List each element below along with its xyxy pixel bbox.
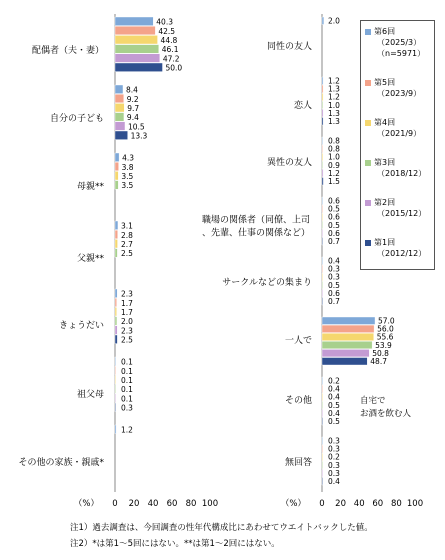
bar [322,238,323,246]
bar [322,221,323,229]
bar [322,137,323,145]
chart-annotation [360,395,411,421]
data-label: 0.9 [328,160,340,170]
data-label: 9.7 [127,104,140,113]
bar [115,357,116,366]
bar [115,366,116,375]
bar [322,77,323,85]
legend-label: 第3回 [374,158,396,167]
data-label: 0.4 [328,408,340,418]
bar [115,230,118,239]
data-label: 0.1 [121,366,133,376]
annotation-line-1: 自宅で [360,396,386,406]
category-label [267,40,312,52]
legend-label: 第2回 [374,198,396,207]
category-label [77,180,105,192]
data-label: 3.8 [121,162,134,172]
data-label: 0.5 [328,220,340,230]
bar [115,103,124,112]
legend-period: （2018/12） [377,169,427,178]
category-label-line: 無回答 [284,458,312,468]
bar [322,325,374,333]
category-label-line: 自分の子ども [49,114,104,124]
data-label: 0.8 [328,136,340,146]
data-label: 0.4 [328,256,340,266]
x-tick-label: 20 [335,499,347,509]
legend-label: 第5回 [374,78,396,87]
bar [322,178,323,186]
bar [115,162,119,171]
data-label: 0.2 [328,452,340,462]
bar [115,326,117,335]
bar [322,17,324,25]
x-unit-label: （%） [73,499,99,509]
data-label: 3.1 [121,221,133,231]
data-label: 53.9 [375,340,392,350]
legend-swatch [365,240,371,246]
legend-item [365,117,421,139]
data-label: 2.5 [121,249,133,259]
data-label: 42.5 [158,26,176,36]
bar [322,478,323,486]
bar [115,239,118,248]
bar [115,94,124,103]
data-label: 0.6 [328,288,340,298]
data-label: 8.4 [125,85,138,95]
data-label: 0.5 [328,280,340,290]
category-label-line: 配偶者（夫・妻） [31,46,104,56]
legend-period: （2023/9） [377,89,422,98]
category-label [32,44,104,56]
data-label: 9.2 [126,94,139,104]
data-label: 46.1 [161,45,179,55]
legend-period: （2012/12） [377,249,427,258]
data-label: 0.2 [328,376,340,386]
data-label: 2.5 [121,335,133,345]
data-label: 0.6 [328,212,340,222]
data-label: 2.0 [328,16,340,26]
category-label-line: その他の家族・親戚* [18,458,104,468]
x-tick-label: 40 [353,499,365,509]
bar [322,298,323,306]
footnote-2: 注2）*は第1～5回にはない。**は第1～2回にはない。 [70,539,280,549]
category-label [77,388,104,400]
data-label: 0.3 [121,403,133,413]
bar [115,85,123,94]
bar [322,333,374,341]
data-label: 1.3 [328,108,340,118]
bar [322,341,372,349]
data-label: 50.8 [372,348,389,358]
bar [322,317,375,325]
data-label: 0.4 [328,392,340,402]
data-label: 0.7 [328,237,340,246]
data-label: 1.2 [328,76,340,86]
bar [115,153,119,162]
bar [322,101,323,109]
data-label: 2.3 [121,289,133,299]
category-label [202,214,310,239]
annotation-line-2: お酒を飲む人 [360,409,412,419]
bar [322,197,323,205]
legend-label: 第4回 [374,118,396,127]
bar [322,273,323,281]
x-tick-label: 0 [319,499,325,509]
category-label [222,276,312,288]
bar [322,153,323,161]
x-tick-label: 40 [147,499,159,509]
bar [322,349,369,357]
data-label: 3.5 [121,181,134,191]
category-label-line: サークルなどの集まり [222,278,312,288]
bar [115,403,116,412]
bar [322,213,323,221]
data-label: 0.8 [328,144,340,154]
data-label: 2.7 [121,240,133,249]
data-label: 0.5 [328,204,340,214]
category-label-line: 職場の関係者（同僚、上司 [202,215,311,226]
legend-item [365,157,426,179]
data-label: 0.3 [328,436,340,446]
data-label: 3.5 [121,172,134,181]
bar [322,393,323,401]
category-label [285,456,312,468]
bar [115,171,118,180]
data-label: 57.0 [378,316,395,326]
category-label [285,394,312,406]
bar [115,26,155,35]
data-label: 0.1 [121,385,133,395]
data-label: 4.3 [122,153,135,163]
bar [115,181,118,190]
category-label-line: 祖父母 [76,390,104,400]
data-label: 0.3 [328,468,340,478]
bar [322,445,323,453]
category-label [285,334,312,346]
bar [322,145,323,153]
data-label: 55.6 [376,332,394,342]
category-label [50,112,104,124]
legend-period: （2021/9） [377,129,422,138]
data-label: 0.4 [328,384,340,394]
legend-item [365,26,425,59]
x-tick-label: 60 [166,499,178,509]
data-label: 0.3 [328,444,340,454]
data-label: 13.3 [130,131,148,141]
data-label: 1.0 [328,100,340,110]
bar [322,377,323,385]
bar [115,63,163,72]
bar [322,461,323,469]
bar [115,335,117,344]
legend-swatch [365,200,371,206]
data-label: 0.6 [328,196,340,206]
bar [322,409,323,417]
data-label: 0.3 [328,272,340,282]
bar [115,307,117,316]
data-label: 2.8 [121,230,133,240]
bar [115,385,116,394]
data-label: 10.5 [127,122,145,132]
data-label: 40.3 [156,17,173,27]
legend-swatch [365,120,371,126]
legend-swatch [365,80,371,86]
x-tick-label: 100 [406,499,424,509]
data-label: 50.0 [165,63,183,73]
bar [115,394,116,403]
data-label: 48.7 [370,357,387,366]
legend-period: （2015/12） [377,209,427,218]
legend-item [365,237,426,259]
legend-item [365,77,421,99]
legend-item [365,197,426,219]
data-label: 1.2 [121,425,133,435]
data-label: 1.7 [121,298,133,308]
category-label-line: 父親** [76,254,104,264]
data-label: 44.8 [160,36,178,45]
bar [322,469,323,477]
data-label: 1.2 [328,92,340,102]
data-label: 2.0 [121,317,133,327]
bar [322,205,323,213]
category-label [18,456,104,468]
data-label: 0.1 [121,376,133,385]
bar [115,249,117,258]
bar [115,298,117,307]
bar [115,221,118,230]
data-label: 0.7 [328,297,340,306]
legend-swatch [365,29,371,35]
data-label: 0.3 [328,264,340,274]
x-tick-label: 60 [372,499,384,509]
legend-swatch [365,160,371,166]
category-label-line: 母親** [76,182,104,192]
data-label: 1.0 [328,152,340,162]
bar [322,385,323,393]
bar [115,54,160,63]
legend-label: 第6回 [374,27,396,36]
bar [322,418,323,426]
category-label-line: 同性の友人 [266,42,312,52]
bar [115,375,116,384]
data-label: 47.2 [162,54,180,64]
data-label: 0.3 [328,460,340,470]
category-label [267,156,312,168]
data-label: 56.0 [377,324,394,334]
data-label: 0.6 [328,228,340,238]
data-label: 1.5 [328,177,340,186]
bar [322,358,367,366]
bar [322,85,323,93]
footnote-1: 注1）過去調査は、今回調査の性年代構成比にあわせてウエイトバックした値。 [70,523,373,533]
data-label: 0.5 [328,417,340,426]
legend-period: （2025/3） [377,38,422,47]
bar [115,122,125,131]
category-label-line: 異性の友人 [266,158,312,168]
bar [322,161,323,169]
category-label-line: 一人で [284,336,312,346]
data-label: 2.3 [121,326,133,336]
bar [322,453,323,461]
data-label: 0.1 [121,357,133,367]
data-label: 1.3 [328,117,340,126]
bar [115,17,153,26]
bar [115,131,128,140]
legend-label: 第1回 [374,238,396,247]
bar [322,257,323,265]
bar [322,289,323,297]
bar [322,437,323,445]
bar [322,401,323,409]
bar [115,35,158,44]
bar [322,281,323,289]
bar [322,93,323,101]
data-label: 1.3 [328,84,340,94]
bar [322,229,323,237]
bar [115,113,124,122]
bar [322,265,323,273]
x-tick-label: 80 [185,499,197,509]
data-label: 9.4 [126,113,139,123]
data-label: 0.4 [328,477,340,486]
data-label: 1.2 [328,168,340,178]
legend-extra: （n=5971） [377,49,426,58]
bar [115,425,116,434]
category-label-line: 恋人 [293,101,312,111]
bar [322,109,323,117]
data-label: 0.1 [121,394,133,404]
category-label-line: その他 [284,396,312,406]
chart-legend [360,20,435,270]
bar [115,45,159,54]
bar [322,169,323,177]
bar [322,118,323,126]
category-label-line: きょうだい [58,321,104,331]
category-label [59,320,104,331]
category-label [294,99,312,111]
x-tick-label: 80 [390,499,402,509]
category-label [77,252,105,264]
bar [115,317,117,326]
data-label: 1.7 [121,308,133,317]
category-label-line: 、先輩、仕事の関係など） [202,228,311,239]
x-tick-label: 0 [112,499,118,509]
bar [115,289,117,298]
data-label: 0.5 [328,400,340,410]
x-tick-label: 20 [128,499,140,509]
x-unit-label: （%） [280,499,306,509]
x-tick-label: 100 [201,499,219,509]
